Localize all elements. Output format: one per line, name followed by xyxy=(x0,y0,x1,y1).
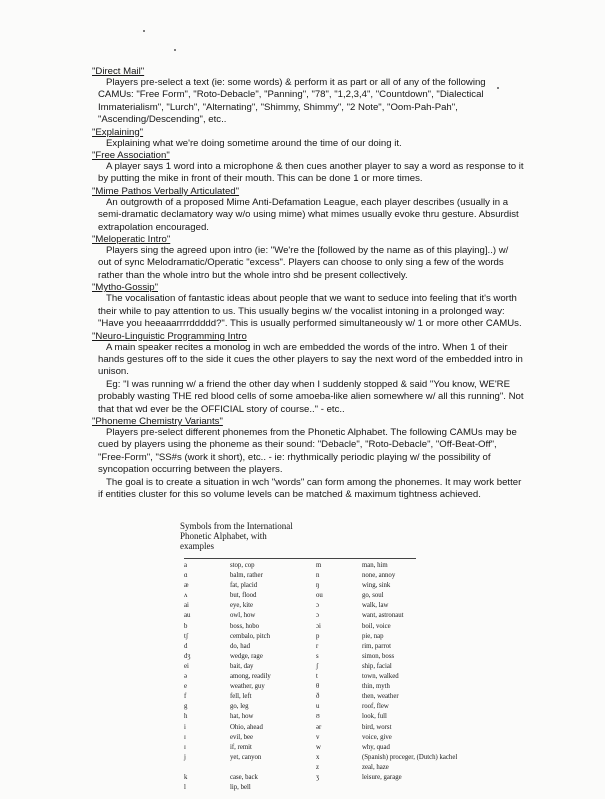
ipa-example: man, him xyxy=(362,562,388,569)
ipa-row xyxy=(184,561,424,571)
ipa-example: go, leg xyxy=(230,703,249,711)
section-heading: "Direct Mail" xyxy=(92,66,145,77)
ipa-symbol: j xyxy=(184,753,186,761)
ipa-example: go, soul xyxy=(362,592,384,600)
ipa-symbol: ə xyxy=(184,673,188,681)
ipa-row xyxy=(184,622,424,632)
figure-rule xyxy=(184,558,416,559)
ipa-row xyxy=(184,733,424,743)
ipa-example: do, had xyxy=(230,642,251,650)
ipa-example: hat, how xyxy=(230,713,254,721)
camu-section xyxy=(92,127,524,150)
ipa-example: yet, canyon xyxy=(230,753,262,761)
ipa-example: zeal, haze xyxy=(362,763,389,771)
section-paragraph: A player says 1 word into a microphone & then cues another player to say a word as response to it by putting the mike in front of their mouth. This can be done 1 or more times. xyxy=(98,161,524,185)
ipa-symbol: h xyxy=(184,713,188,721)
ipa-symbol: æ xyxy=(184,582,189,590)
ipa-symbol: ɑ xyxy=(184,572,188,580)
ipa-symbol: r xyxy=(316,642,319,650)
ipa-example: eye, kite xyxy=(230,602,254,610)
ipa-symbol: v xyxy=(316,733,320,741)
ipa-example: balm, rather xyxy=(230,572,263,580)
scan-speck xyxy=(174,49,176,51)
ipa-example: boil, voice xyxy=(362,622,391,630)
ipa-symbol: θ xyxy=(316,683,320,691)
ipa-symbol: tʃ xyxy=(184,632,189,640)
ipa-row xyxy=(184,763,424,773)
ipa-example: then, weather xyxy=(362,693,399,701)
ipa-example: fell, left xyxy=(230,693,252,701)
ipa-symbol: t xyxy=(316,673,318,681)
ipa-row xyxy=(184,743,424,753)
figure-title: Symbols from the International Phonetic Alphabet, with examples xyxy=(180,521,293,551)
ipa-symbol: a xyxy=(184,562,188,569)
ipa-symbol: dʒ xyxy=(184,652,191,660)
section-heading: "Neuro-Linguistic Programming Intro xyxy=(92,330,247,342)
ipa-symbol: k xyxy=(184,773,188,781)
ipa-example: stop, cop xyxy=(230,562,255,569)
section-paragraph: Players pre-select a text (ie: some words) & perform it as part or all of any of the following CAMUs: "Free Form", "Roto-Debacle", "Panning", "78", "1,2,3,4", "Countdown", "Dialectical Immaterialism", "Lurch", "Alternating", "Shimmy, Shimmy", "2 Note", "Oom-Pah-Pah", "Ascending/Descending", etc.. xyxy=(98,77,486,126)
ipa-symbol: ai xyxy=(184,602,189,610)
camu-section xyxy=(92,282,524,330)
ipa-row xyxy=(184,723,424,733)
ipa-symbol: ɔ xyxy=(316,602,320,610)
ipa-symbol: ʃ xyxy=(316,662,319,670)
ipa-example: simon, boss xyxy=(362,652,395,660)
section-paragraph: A main speaker recites a monolog in wch are embedded the words of the intro. When 1 of their hands gestures off to the side it cues the other players to say the next word of the embedded intro in unison. xyxy=(98,341,523,378)
ipa-example: if, remit xyxy=(230,743,252,751)
ipa-example: cembalo, pitch xyxy=(230,632,271,640)
ipa-symbol: ʊ xyxy=(316,713,320,721)
ipa-example: (Spanish) proceger, (Dutch) kachel xyxy=(362,753,458,761)
ipa-symbol: m xyxy=(316,562,322,569)
section-paragraph: Eg: "I was running w/ a friend the other day when I suddenly stopped & said "You know, WE'RE probably wasting THE red blood cells of some amoeba-like alien somewhere w/ all this running". Not that that wd ever be the OFFICIAL story of course.." - etc.. xyxy=(98,378,524,415)
ipa-symbol: ʒ xyxy=(316,773,320,781)
ipa-symbol: g xyxy=(184,703,188,711)
ipa-row xyxy=(184,642,424,652)
camu-definitions xyxy=(92,66,524,501)
ipa-example: leisure, garage xyxy=(362,773,402,781)
ipa-row xyxy=(184,652,424,662)
section-heading: "Meloperatic Intro" xyxy=(92,234,171,246)
ipa-example: but, flood xyxy=(230,592,257,600)
ipa-symbol: ɔi xyxy=(316,622,321,630)
ipa-symbol: u xyxy=(316,703,320,711)
camu-section xyxy=(92,234,524,282)
ipa-example: look, full xyxy=(362,713,387,721)
camu-section xyxy=(92,66,524,127)
section-heading: "Free Association" xyxy=(92,150,170,162)
ipa-row xyxy=(184,682,424,692)
ipa-symbol: ɪ xyxy=(184,733,186,741)
ipa-row xyxy=(184,753,458,763)
ipa-row xyxy=(184,692,424,702)
ipa-example: among, readily xyxy=(230,673,271,681)
ipa-row xyxy=(184,601,424,611)
section-heading: "Phoneme Chemistry Variants" xyxy=(92,415,223,427)
ipa-example: ship, facial xyxy=(362,662,392,670)
ipa-symbol: ɔ xyxy=(316,612,320,620)
scan-speck xyxy=(497,87,499,89)
section-heading: "Mytho-Gossip" xyxy=(92,282,158,294)
ipa-example: pie, nap xyxy=(362,632,384,640)
ipa-example: town, walked xyxy=(362,673,399,681)
ipa-symbol: au xyxy=(184,612,191,620)
camu-section xyxy=(92,416,524,501)
ipa-example: owl, how xyxy=(230,612,256,620)
ipa-symbol: ər xyxy=(316,723,322,731)
ipa-example: bait, day xyxy=(230,662,254,670)
ipa-row xyxy=(184,712,424,722)
ipa-symbol: ŋ xyxy=(316,582,320,590)
ipa-symbol: ð xyxy=(316,693,320,701)
ipa-symbol: i xyxy=(184,723,186,731)
ipa-row xyxy=(184,581,424,591)
ipa-example: fat, placid xyxy=(230,582,258,590)
ipa-example: wedge, rage xyxy=(230,652,263,660)
ipa-row xyxy=(184,662,424,672)
ipa-symbol: n xyxy=(316,572,320,580)
ipa-row xyxy=(184,632,424,642)
ipa-example: weather, guy xyxy=(230,683,265,691)
ipa-symbol: w xyxy=(316,743,321,751)
ipa-example: walk, law xyxy=(362,602,389,610)
ipa-symbol: b xyxy=(184,622,188,630)
ipa-example: none, annoy xyxy=(362,572,396,580)
ipa-symbol: ʌ xyxy=(184,592,188,600)
camu-section xyxy=(92,186,524,234)
ipa-example: voice, give xyxy=(362,733,392,741)
ipa-symbol: f xyxy=(184,693,187,701)
ipa-row xyxy=(184,591,424,601)
ipa-row xyxy=(184,571,424,581)
ipa-symbol-table xyxy=(184,561,458,793)
ipa-figure-caption xyxy=(180,521,300,551)
camu-section xyxy=(92,331,524,416)
ipa-example: roof, flew xyxy=(362,703,389,711)
scan-speck xyxy=(143,30,145,32)
ipa-row xyxy=(184,702,424,712)
ipa-symbol: l xyxy=(184,784,186,792)
section-paragraph: Explaining what we're doing sometime around the time of our doing it. xyxy=(106,137,402,149)
ipa-symbol: x xyxy=(316,753,320,761)
ipa-row xyxy=(184,672,424,682)
ipa-symbol: e xyxy=(184,683,188,691)
section-heading: "Explaining" xyxy=(92,126,144,138)
ipa-example: bird, worst xyxy=(362,723,392,731)
section-paragraph: An outgrowth of a proposed Mime Anti-Defamation League, each player describes (usually in a semi-dramatic declamatory way w/o using mime) what mimes usually evoke thru gesture. Absurdist extrapolation encouraged. xyxy=(98,196,519,233)
ipa-symbol: ɪ xyxy=(184,743,186,751)
ipa-example: Ohio, ahead xyxy=(230,723,263,731)
ipa-example: thin, myth xyxy=(362,683,390,691)
ipa-symbol: d xyxy=(184,642,188,650)
ipa-row xyxy=(184,773,424,783)
camu-section xyxy=(92,150,524,186)
ipa-example: why, quad xyxy=(362,743,390,751)
section-paragraph: Players pre-select different phonemes from the Phonetic Alphabet. The following CAMUs may be cued by players using the phoneme as their sound: "Debacle", "Roto-Debacle", "Off-Beat-Off", "Free-Form", "SS#s (work it short), etc.. - ie: rhythmically periodic playing w/ the possibility of syncopation occurring between the players. xyxy=(98,426,517,476)
section-heading: "Mime Pathos Verbally Articulated" xyxy=(92,185,240,197)
ipa-row xyxy=(184,783,424,793)
ipa-example: rim, parrot xyxy=(362,642,392,650)
ipa-symbol: ou xyxy=(316,592,323,600)
section-paragraph: Players sing the agreed upon intro (ie: "We're the [followed by the name as of this playing]..) w/ out of sync Melodramatic/Operatic "excess". Players can choose to only sing a few of the words rather than the whole intro but the whole intro shd be present collectively. xyxy=(98,245,509,281)
ipa-symbol: z xyxy=(316,763,320,771)
ipa-row xyxy=(184,611,424,621)
ipa-example: boss, hobo xyxy=(230,622,260,630)
ipa-symbol: ei xyxy=(184,662,189,670)
section-paragraph: The vocalisation of fantastic ideas about people that we want to seduce into feeling that it's worth their while to pay attention to us. This usually begins w/ the vocalist intoning in a prolonged way: "Have you heeaaarrrrddddd?". This is usually performed simultaneously w/ 1 or more other CAMUs. xyxy=(98,293,522,330)
ipa-example: evil, bee xyxy=(230,733,254,741)
section-paragraph: The goal is to create a situation in wch "words" can form among the phonemes. It may work better if entities cluster for this so volume levels can be matched & maximum tightness achieved. xyxy=(98,476,522,500)
ipa-example: wing, sink xyxy=(362,582,391,590)
ipa-example: lip, bell xyxy=(230,784,251,792)
ipa-symbol: s xyxy=(316,652,319,660)
ipa-example: want, astronaut xyxy=(362,612,404,620)
ipa-example: case, back xyxy=(230,773,258,781)
ipa-symbol: p xyxy=(316,632,320,640)
